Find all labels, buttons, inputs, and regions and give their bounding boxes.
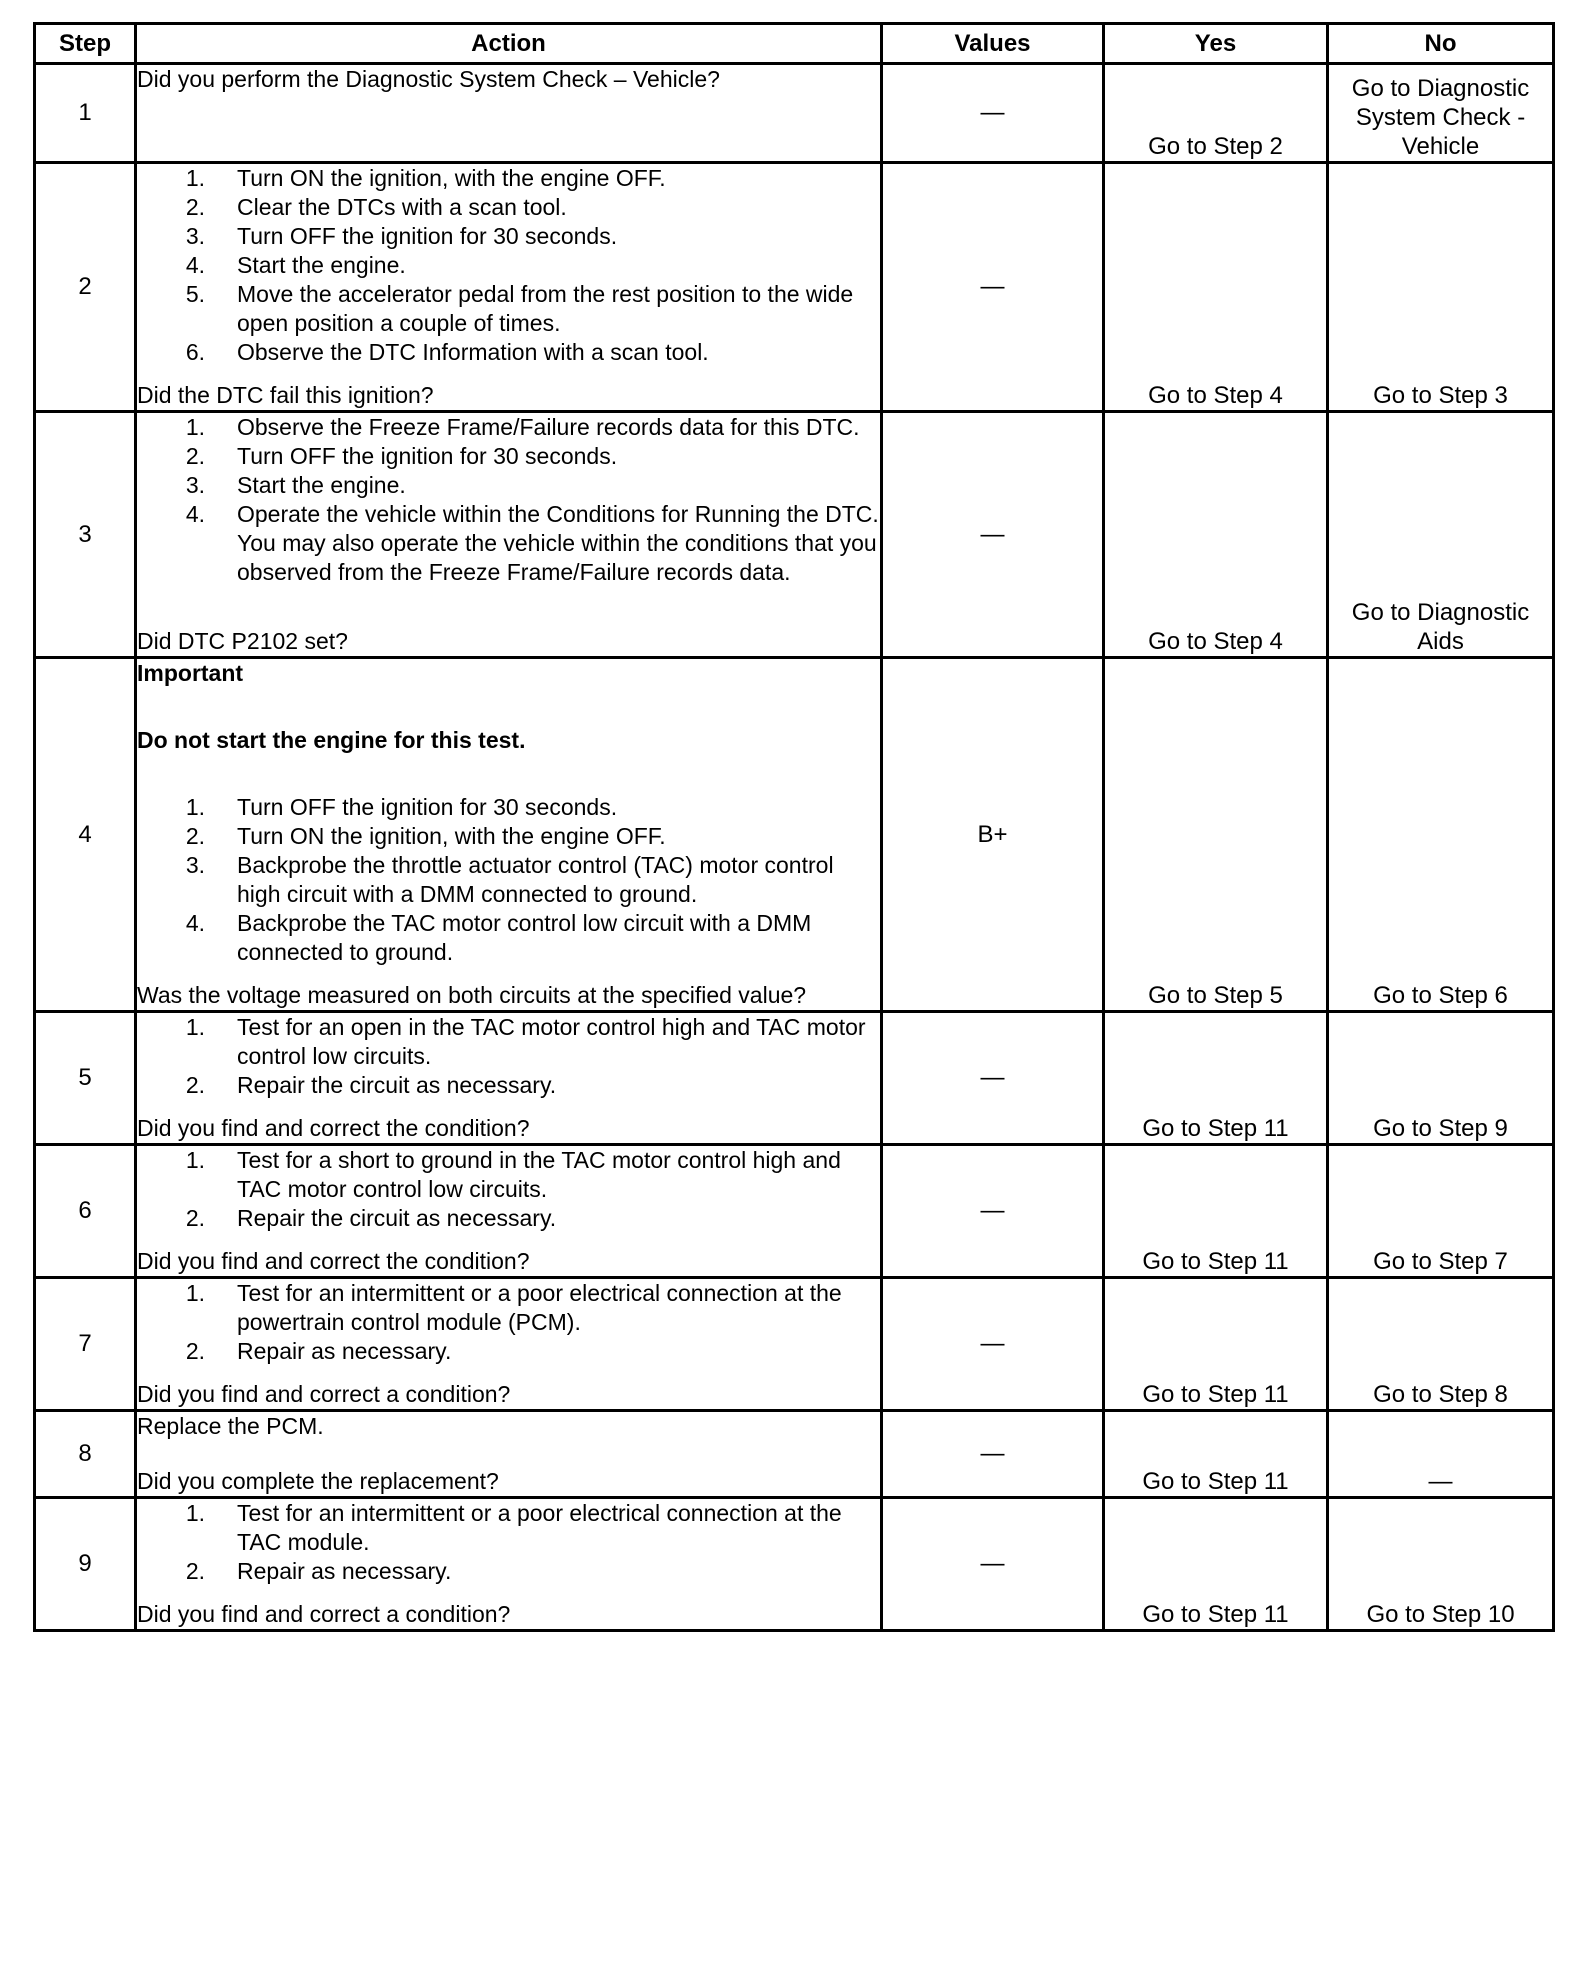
no-result: Go to Diagnostic Aids xyxy=(1328,412,1554,658)
action-step-text: Test for a short to ground in the TAC motor control high and TAC motor control low circuits. xyxy=(237,1147,841,1202)
action-step-item xyxy=(137,1279,880,1337)
values-cell: — xyxy=(882,1145,1104,1278)
action-step-item xyxy=(137,1013,880,1071)
action-step-item xyxy=(137,822,880,851)
action-question: Did the DTC fail this ignition? xyxy=(137,382,434,408)
values-cell: — xyxy=(882,163,1104,412)
action-step-item xyxy=(137,1146,880,1204)
values-cell: — xyxy=(882,412,1104,658)
action-top xyxy=(137,1499,880,1586)
step-number: 5 xyxy=(35,1012,136,1145)
action-step-number: 4. xyxy=(185,252,205,278)
table-row xyxy=(35,1411,1554,1498)
action-step-list xyxy=(137,164,880,367)
action-step-text: Observe the Freeze Frame/Failure records data for this DTC. xyxy=(237,414,860,440)
no-result: Go to Step 6 xyxy=(1328,658,1554,1012)
action-step-item xyxy=(137,1557,880,1586)
action-step-number: 1. xyxy=(185,165,205,191)
action-step-text: Repair the circuit as necessary. xyxy=(237,1205,557,1231)
yes-result: Go to Step 11 xyxy=(1104,1278,1328,1411)
action-step-number: 1. xyxy=(185,1014,205,1040)
action-step-list xyxy=(137,1499,880,1586)
diagnostic-table xyxy=(33,22,1555,1632)
action-top xyxy=(137,413,880,587)
action-step-number: 2. xyxy=(185,1205,205,1231)
header-step: Step xyxy=(35,24,136,64)
table-row xyxy=(35,1278,1554,1411)
step-number: 3 xyxy=(35,412,136,658)
yes-result: Go to Step 5 xyxy=(1104,658,1328,1012)
action-step-text: Turn ON the ignition, with the engine OFF. xyxy=(237,823,666,849)
yes-result: Go to Step 11 xyxy=(1104,1012,1328,1145)
action-cell xyxy=(136,412,882,658)
action-step-item xyxy=(137,442,880,471)
action-step-number: 2. xyxy=(185,1338,205,1364)
table-row xyxy=(35,412,1554,658)
action-step-item xyxy=(137,280,880,338)
action-step-text: Turn OFF the ignition for 30 seconds. xyxy=(237,223,618,249)
action-step-text: Start the engine. xyxy=(237,472,406,498)
step-number: 7 xyxy=(35,1278,136,1411)
step-number: 6 xyxy=(35,1145,136,1278)
action-step-list xyxy=(137,1279,880,1366)
action-step-number: 2. xyxy=(185,443,205,469)
action-top xyxy=(137,1146,880,1233)
action-top xyxy=(137,1412,880,1441)
action-step-item xyxy=(137,222,880,251)
action-question: Did you find and correct a condition? xyxy=(137,1601,511,1627)
action-content xyxy=(137,1013,880,1143)
important-note-text: Do not start the engine for this test. xyxy=(137,727,526,753)
action-content xyxy=(137,413,880,656)
no-result: Go to Step 7 xyxy=(1328,1145,1554,1278)
action-cell xyxy=(136,658,882,1012)
header-yes: Yes xyxy=(1104,24,1328,64)
action-step-text: Observe the DTC Information with a scan tool. xyxy=(237,339,709,365)
action-cell xyxy=(136,163,882,412)
action-step-number: 4. xyxy=(185,501,205,527)
action-step-text: Repair the circuit as necessary. xyxy=(237,1072,557,1098)
action-step-number: 1. xyxy=(185,1147,205,1173)
yes-result: Go to Step 11 xyxy=(1104,1411,1328,1498)
action-step-text: Turn OFF the ignition for 30 seconds. xyxy=(237,443,618,469)
action-step-text: Turn ON the ignition, with the engine OFF. xyxy=(237,165,666,191)
action-question: Did you complete the replacement? xyxy=(137,1468,499,1494)
action-step-text: Repair as necessary. xyxy=(237,1338,452,1364)
action-step-item xyxy=(137,1499,880,1557)
action-cell xyxy=(136,1145,882,1278)
action-step-number: 4. xyxy=(185,910,205,936)
action-step-text: Test for an intermittent or a poor electrical connection at the TAC module. xyxy=(237,1500,842,1555)
values-cell: — xyxy=(882,1012,1104,1145)
yes-result: Go to Step 4 xyxy=(1104,412,1328,658)
action-cell xyxy=(136,1278,882,1411)
action-step-item xyxy=(137,851,880,909)
action-step-text: Repair as necessary. xyxy=(237,1558,452,1584)
action-step-text: Test for an intermittent or a poor electrical connection at the powertrain control module (PCM). xyxy=(237,1280,842,1335)
action-question: Did DTC P2102 set? xyxy=(137,628,348,654)
action-intro: Did you perform the Diagnostic System Check – Vehicle? xyxy=(137,66,720,92)
action-step-text: Backprobe the throttle actuator control (TAC) motor control high circuit with a DMM connected to ground. xyxy=(237,852,834,907)
table-header-row xyxy=(35,24,1554,64)
action-top xyxy=(137,1013,880,1100)
action-step-item xyxy=(137,1071,880,1100)
action-cell xyxy=(136,1411,882,1498)
action-content xyxy=(137,164,880,410)
step-number: 4 xyxy=(35,658,136,1012)
diagnostic-table-container xyxy=(33,22,1555,1632)
action-step-number: 6. xyxy=(185,339,205,365)
action-step-item xyxy=(137,164,880,193)
no-result: — xyxy=(1328,1411,1554,1498)
action-step-number: 2. xyxy=(185,1558,205,1584)
action-question: Did you find and correct the condition? xyxy=(137,1248,530,1274)
action-question: Was the voltage measured on both circuits at the specified value? xyxy=(137,982,807,1008)
header-action: Action xyxy=(136,24,882,64)
action-step-item xyxy=(137,338,880,367)
action-content xyxy=(137,1146,880,1276)
important-note-title: Important xyxy=(137,660,244,686)
action-step-number: 2. xyxy=(185,823,205,849)
step-number: 8 xyxy=(35,1411,136,1498)
action-step-list xyxy=(137,1013,880,1100)
action-cell xyxy=(136,64,882,163)
action-step-number: 2. xyxy=(185,194,205,220)
action-content xyxy=(137,1412,880,1496)
action-top xyxy=(137,1279,880,1366)
step-number: 2 xyxy=(35,163,136,412)
step-number: 1 xyxy=(35,64,136,163)
no-result: Go to Step 10 xyxy=(1328,1498,1554,1631)
action-content xyxy=(137,1499,880,1629)
action-content xyxy=(137,659,880,1010)
action-step-text: Move the accelerator pedal from the rest position to the wide open position a couple of times. xyxy=(237,281,854,336)
header-values: Values xyxy=(882,24,1104,64)
yes-result: Go to Step 4 xyxy=(1104,163,1328,412)
action-top xyxy=(137,65,880,94)
action-step-item xyxy=(137,251,880,280)
no-result: Go to Step 8 xyxy=(1328,1278,1554,1411)
values-cell: — xyxy=(882,1278,1104,1411)
action-step-number: 1. xyxy=(185,794,205,820)
action-cell xyxy=(136,1498,882,1631)
yes-result: Go to Step 11 xyxy=(1104,1145,1328,1278)
action-step-item xyxy=(137,500,880,587)
action-content xyxy=(137,65,880,161)
table-row xyxy=(35,1012,1554,1145)
no-result: Go to Diagnostic System Check - Vehicle xyxy=(1328,64,1554,163)
table-row xyxy=(35,1145,1554,1278)
action-step-item xyxy=(137,471,880,500)
table-row xyxy=(35,163,1554,412)
action-step-item xyxy=(137,1204,880,1233)
action-step-item xyxy=(137,793,880,822)
table-row xyxy=(35,658,1554,1012)
action-step-number: 3. xyxy=(185,223,205,249)
yes-result: Go to Step 11 xyxy=(1104,1498,1328,1631)
action-step-text: Turn OFF the ignition for 30 seconds. xyxy=(237,794,618,820)
action-top xyxy=(137,164,880,367)
step-number: 9 xyxy=(35,1498,136,1631)
action-step-number: 3. xyxy=(185,472,205,498)
table-row xyxy=(35,64,1554,163)
action-content xyxy=(137,1279,880,1409)
action-step-text: Backprobe the TAC motor control low circuit with a DMM connected to ground. xyxy=(237,910,812,965)
table-row xyxy=(35,1498,1554,1631)
yes-result: Go to Step 2 xyxy=(1104,64,1328,163)
values-cell: — xyxy=(882,64,1104,163)
action-step-item xyxy=(137,193,880,222)
action-step-text: Start the engine. xyxy=(237,252,406,278)
action-top xyxy=(137,659,880,967)
action-cell xyxy=(136,1012,882,1145)
action-step-text: Clear the DTCs with a scan tool. xyxy=(237,194,567,220)
action-step-number: 1. xyxy=(185,414,205,440)
header-no: No xyxy=(1328,24,1554,64)
action-step-number: 3. xyxy=(185,852,205,878)
action-step-number: 1. xyxy=(185,1280,205,1306)
no-result: Go to Step 3 xyxy=(1328,163,1554,412)
action-step-list xyxy=(137,413,880,587)
action-step-text: Operate the vehicle within the Conditions for Running the DTC. You may also operate the vehicle within the conditions that you observed from the Freeze Frame/Failure records data. xyxy=(237,501,879,585)
table-body xyxy=(35,64,1554,1631)
values-cell: — xyxy=(882,1498,1104,1631)
action-step-list xyxy=(137,1146,880,1233)
action-step-item xyxy=(137,909,880,967)
values-cell: B+ xyxy=(882,658,1104,1012)
action-step-number: 2. xyxy=(185,1072,205,1098)
action-step-text: Test for an open in the TAC motor control high and TAC motor control low circuits. xyxy=(237,1014,866,1069)
action-step-number: 5. xyxy=(185,281,205,307)
values-cell: — xyxy=(882,1411,1104,1498)
action-intro: Replace the PCM. xyxy=(137,1413,324,1439)
action-step-number: 1. xyxy=(185,1500,205,1526)
action-step-list xyxy=(137,793,880,967)
action-question: Did you find and correct a condition? xyxy=(137,1381,511,1407)
action-step-item xyxy=(137,413,880,442)
no-result: Go to Step 9 xyxy=(1328,1012,1554,1145)
action-step-item xyxy=(137,1337,880,1366)
action-question: Did you find and correct the condition? xyxy=(137,1115,530,1141)
